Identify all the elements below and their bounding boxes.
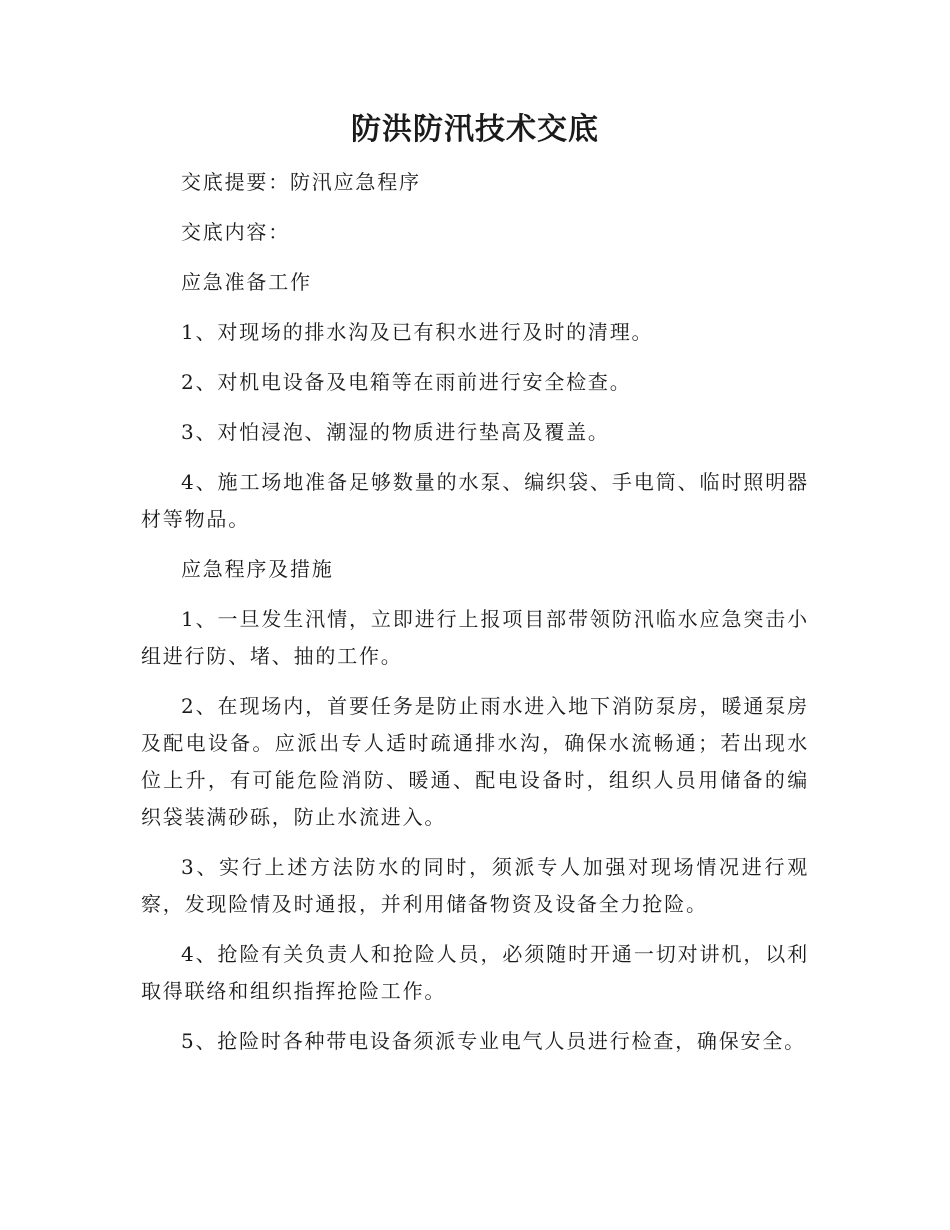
- section-heading-preparation: 应急准备工作: [181, 270, 312, 294]
- procedure-item: 2、在现场内，首要任务是防止雨水进入地下消防泵房，暖通泵房及配电设备。应派出专人适时疏通排水沟，确保水流畅通；若出现水位上升，有可能危险消防、暖通、配电设备时，组织人员用储备的编织袋装满砂砾，防止水流进入。: [141, 694, 809, 829]
- procedure-item: 1、一旦发生汛情，立即进行上报项目部带领防汛临水应急突击小组进行防、堵、抽的工作。: [141, 607, 809, 668]
- preparation-item: 2、对机电设备及电箱等在雨前进行安全检查。: [181, 370, 632, 394]
- procedure-item: 5、抢险时各种带电设备须派专业电气人员进行检查，确保安全。: [181, 1029, 806, 1053]
- content-label: 交底内容：: [181, 220, 290, 244]
- summary-line: 交底提要：防汛应急程序: [181, 170, 421, 194]
- preparation-item: 3、对怕浸泡、潮湿的物质进行垫高及覆盖。: [181, 420, 610, 444]
- section-heading-procedures: 应急程序及措施: [181, 557, 334, 581]
- preparation-item: 4、施工场地准备足够数量的水泵、编织袋、手电筒、临时照明器材等物品。: [141, 470, 809, 531]
- procedure-item: 3、实行上述方法防水的同时，须派专人加强对现场情况进行观察，发现险情及时通报，并利用储备物资及设备全力抢险。: [141, 855, 809, 916]
- preparation-item: 1、对现场的排水沟及已有积水进行及时的清理。: [181, 320, 654, 344]
- procedure-item: 4、抢险有关负责人和抢险人员，必须随时开通一切对讲机，以利取得联络和组织指挥抢险工作。: [141, 942, 809, 1003]
- document-title: 防洪防汛技术交底: [351, 112, 599, 147]
- document-body: [141, 164, 809, 1073]
